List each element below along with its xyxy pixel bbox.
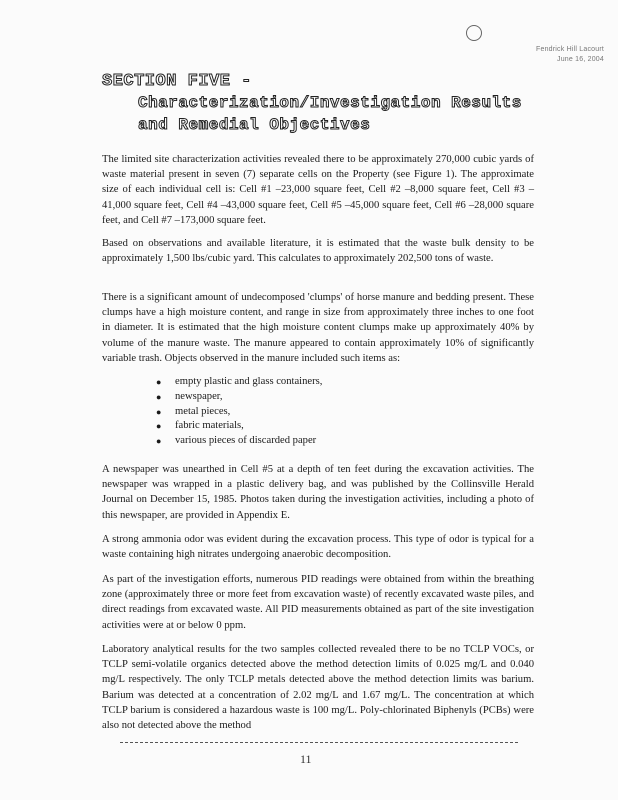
bullet-icon: ● <box>156 421 162 432</box>
list-item: ● empty plastic and glass containers, <box>156 375 322 390</box>
observed-items-list <box>156 375 322 449</box>
section-title: SECTION FIVE - <box>102 72 252 91</box>
list-item: ● fabric materials, <box>156 419 322 434</box>
paragraph-lab-results: Laboratory analytical results for the two samples collected revealed there to be no TCLP VOCs, or TCLP semi-volatile organics detected above the method detection limits of 0.025 mg/L and 0.040 mg/L respectively. The only TCLP metals detected above the method detection limits was barium. Barium was detected at a concentration of 2.02 mg/L and 1.67 mg/L. The concentration at which TCLP barium is considered a hazardous waste is 100 mg/L. Poly-chlorinated Biphenyls (PCBs) were also not detected above the method <box>102 644 534 732</box>
bullet-icon: ● <box>156 406 162 417</box>
header-date: June 16, 2004 <box>557 56 604 63</box>
bullet-icon: ● <box>156 377 162 387</box>
bullet-icon: ● <box>156 391 162 402</box>
section-subtitle-line1: Characterization/Investigation Results <box>138 94 522 112</box>
page-number: 11 <box>300 752 312 766</box>
paragraph-cell-sizes: The limited site characterization activities revealed there to be approximately 270,000 cubic yards of waste material present in seven (7) separate cells on the Property (see Figure 1). The approximate size of each individual cell is: Cell #1 –23,000 square feet, Cell #2 –8,000 square feet, Cell #3 –41,000 square feet, Cell #4 –43,000 square feet, Cell #5 –45,000 square feet, Cell #6 –28,000 square feet, and Cell #7 –173,000 square feet. <box>102 154 534 226</box>
list-item: ● metal pieces, <box>156 405 322 420</box>
paragraph-pid-readings: As part of the investigation efforts, numerous PID readings were obtained from within the breathing zone (approximately three or more feet from excavation waste) of recently excavated waste piles, and direct readings from excavated waste. All PID measurements obtained as part of the site investigation activities were at or below 0 ppm. <box>102 574 534 631</box>
footer-divider <box>120 742 518 743</box>
paragraph-manure-clumps: There is a significant amount of undecomposed 'clumps' of horse manure and bedding present. These clumps have a high moisture content, and range in size from approximately three inches to one foot in diameter. It is estimated that the high moisture content clumps make up approximately 40% by volume of the manure waste. The manure appeared to contain approximately 10% of significantly variable trash. Objects observed in the manure included such items as: <box>102 292 534 364</box>
paragraph-ammonia-odor: A strong ammonia odor was evident during the excavation process. This type of odor is typical for a waste containing high nitrates undergoing anaerobic decomposition. <box>102 534 534 561</box>
company-logo-icon <box>466 25 482 41</box>
paragraph-newspaper: A newspaper was unearthed in Cell #5 at a depth of ten feet during the excavation activities. The newspaper was wrapped in a plastic delivery bag, and was published by the Collinsville Herald Journal on December 15, 1985. Photos taken during the investigation activities, including a photo of this newspaper, are provided in Appendix E. <box>102 464 534 521</box>
section-subtitle-line2: and Remedial Objectives <box>138 116 371 134</box>
list-item: ● various pieces of discarded paper <box>156 434 322 449</box>
header-org: Fendrick Hill Lacourt <box>536 46 604 53</box>
list-item: ● newspaper, <box>156 390 322 405</box>
paragraph-bulk-density: Based on observations and available literature, it is estimated that the waste bulk density to be approximately 1,500 lbs/cubic yard. This calculates to approximately 202,500 tons of waste. <box>102 238 534 265</box>
bullet-icon: ● <box>156 436 162 447</box>
